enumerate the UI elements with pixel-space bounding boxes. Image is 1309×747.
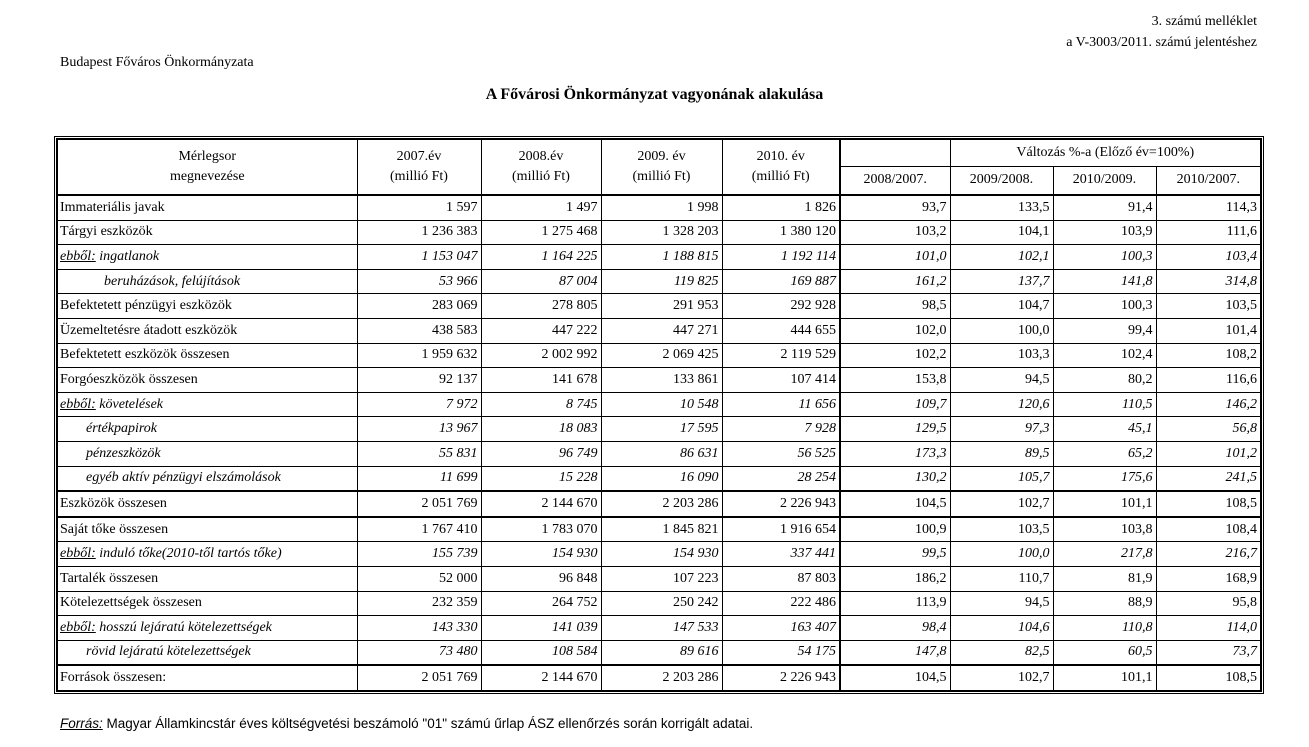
change-cell: 104,1: [950, 220, 1053, 245]
change-cell: 101,4: [1156, 318, 1261, 343]
value-cell: 1 767 410: [357, 517, 481, 542]
change-cell: 100,0: [950, 542, 1053, 567]
value-cell: 96 749: [481, 441, 601, 466]
unit-label: (millió Ft): [751, 169, 810, 184]
value-cell: 55 831: [357, 441, 481, 466]
row-label-text: Kötelezettségek összesen: [60, 595, 202, 611]
value-cell: 7 928: [722, 417, 840, 442]
table-row: [57, 195, 1261, 220]
row-label: [57, 591, 357, 616]
annex-report-ref: a V-3003/2011. számú jelentéshez: [1066, 35, 1257, 50]
annex-number: 3. számú melléklet: [1151, 14, 1257, 29]
unit-label: (millió Ft): [632, 169, 691, 184]
change-cell: 104,5: [840, 491, 950, 517]
value-cell: 73 480: [357, 640, 481, 665]
value-cell: 15 228: [481, 466, 601, 491]
change-cell: 94,5: [950, 368, 1053, 393]
header-label-line2: megnevezése: [169, 169, 245, 184]
value-cell: 163 407: [722, 616, 840, 641]
change-cell: 186,2: [840, 566, 950, 591]
organization-name: Budapest Főváros Önkormányzata: [60, 55, 254, 70]
year-label: 2010. év: [756, 149, 805, 164]
table-row: [57, 542, 1261, 567]
change-cell: 113,9: [840, 591, 950, 616]
header-change-group: Változás %-a (Előző év=100%): [950, 139, 1261, 166]
change-cell: 98,4: [840, 616, 950, 641]
table-row: [57, 665, 1261, 691]
table-row: [57, 466, 1261, 491]
value-cell: 1 998: [601, 195, 722, 220]
value-cell: 250 242: [601, 591, 722, 616]
change-cell: 81,9: [1053, 566, 1156, 591]
change-cell: 114,3: [1156, 195, 1261, 220]
value-cell: 438 583: [357, 318, 481, 343]
value-cell: 96 848: [481, 566, 601, 591]
row-label: [57, 245, 357, 270]
change-cell: 137,7: [950, 269, 1053, 294]
change-cell: 101,0: [840, 245, 950, 270]
value-cell: 7 972: [357, 392, 481, 417]
value-cell: 2 069 425: [601, 343, 722, 368]
change-cell: 102,2: [840, 343, 950, 368]
value-cell: 52 000: [357, 566, 481, 591]
table-row: [57, 392, 1261, 417]
change-cell: 94,5: [950, 591, 1053, 616]
table-row: [57, 245, 1261, 270]
change-cell: 103,2: [840, 220, 950, 245]
table-row: [57, 294, 1261, 319]
change-cell: 110,5: [1053, 392, 1156, 417]
value-cell: 444 655: [722, 318, 840, 343]
table-row: [57, 491, 1261, 517]
table-row: [57, 417, 1261, 442]
change-cell: 147,8: [840, 640, 950, 665]
value-cell: 107 223: [601, 566, 722, 591]
row-label-text: hosszú lejáratú kötelezettségek: [95, 619, 272, 635]
value-cell: 1 153 047: [357, 245, 481, 270]
row-label-text: Forgóeszközök összesen: [60, 371, 198, 387]
value-cell: 2 144 670: [481, 665, 601, 691]
header-change-2010-2007: 2010/2007.: [1156, 166, 1261, 195]
row-label-text: követelések: [95, 396, 163, 412]
change-cell: 103,5: [1156, 294, 1261, 319]
value-cell: 1 916 654: [722, 517, 840, 542]
row-label-text: Eszközök összesen: [60, 495, 167, 511]
change-cell: 101,1: [1053, 665, 1156, 691]
change-cell: 114,0: [1156, 616, 1261, 641]
row-label-text: pénzeszközök: [86, 445, 161, 461]
change-cell: 102,0: [840, 318, 950, 343]
change-cell: 120,6: [950, 392, 1053, 417]
value-cell: 18 083: [481, 417, 601, 442]
change-cell: 93,7: [840, 195, 950, 220]
change-cell: 173,3: [840, 441, 950, 466]
value-cell: 1 845 821: [601, 517, 722, 542]
row-label-text: Befektetett pénzügyi eszközök: [60, 298, 232, 314]
change-cell: 130,2: [840, 466, 950, 491]
value-cell: 154 930: [481, 542, 601, 567]
change-cell: 103,5: [950, 517, 1053, 542]
header-change-2008-2007: 2008/2007.: [840, 166, 950, 195]
row-label: [57, 616, 357, 641]
header-year-2007: [357, 139, 481, 195]
value-cell: 2 226 943: [722, 491, 840, 517]
change-cell: 80,2: [1053, 368, 1156, 393]
row-label: [57, 220, 357, 245]
row-label-text: értékpapirok: [86, 421, 158, 437]
row-label-text: beruházások, felújítások: [104, 273, 241, 289]
row-label: [57, 566, 357, 591]
value-cell: 154 930: [601, 542, 722, 567]
unit-label: (millió Ft): [512, 169, 570, 184]
change-cell: 56,8: [1156, 417, 1261, 442]
table-row: [57, 368, 1261, 393]
value-cell: 283 069: [357, 294, 481, 319]
value-cell: 16 090: [601, 466, 722, 491]
header-change-2009-2008: 2009/2008.: [950, 166, 1053, 195]
change-cell: 161,2: [840, 269, 950, 294]
change-cell: 168,9: [1156, 566, 1261, 591]
value-cell: 447 222: [481, 318, 601, 343]
page-title: A Fővárosi Önkormányzat vagyonának alakulása: [485, 86, 824, 103]
change-cell: 102,1: [950, 245, 1053, 270]
source-note: [60, 716, 753, 731]
row-prefix: ebből:: [60, 619, 96, 635]
row-label: [57, 368, 357, 393]
value-cell: 147 533: [601, 616, 722, 641]
value-cell: 11 699: [357, 466, 481, 491]
change-cell: 175,6: [1053, 466, 1156, 491]
value-cell: 10 548: [601, 392, 722, 417]
row-label: [57, 517, 357, 542]
change-cell: 129,5: [840, 417, 950, 442]
row-label: [57, 392, 357, 417]
value-cell: 278 805: [481, 294, 601, 319]
value-cell: 133 861: [601, 368, 722, 393]
row-label: [57, 441, 357, 466]
change-cell: 111,6: [1156, 220, 1261, 245]
value-cell: 291 953: [601, 294, 722, 319]
row-label: [57, 542, 357, 567]
value-cell: 2 226 943: [722, 665, 840, 691]
value-cell: 11 656: [722, 392, 840, 417]
value-cell: 155 739: [357, 542, 481, 567]
change-cell: 241,5: [1156, 466, 1261, 491]
header-year-2010: [722, 139, 840, 195]
value-cell: 2 203 286: [601, 491, 722, 517]
value-cell: 87 004: [481, 269, 601, 294]
value-cell: 92 137: [357, 368, 481, 393]
row-label-text: egyéb aktív pénzügyi elszámolások: [86, 470, 281, 486]
change-cell: 105,7: [950, 466, 1053, 491]
row-label: [57, 417, 357, 442]
table-row: [57, 566, 1261, 591]
value-cell: 54 175: [722, 640, 840, 665]
value-cell: 141 039: [481, 616, 601, 641]
change-cell: 216,7: [1156, 542, 1261, 567]
change-cell: 91,4: [1053, 195, 1156, 220]
value-cell: 222 486: [722, 591, 840, 616]
row-label-text: ingatlanok: [95, 248, 160, 264]
value-cell: 292 928: [722, 294, 840, 319]
value-cell: 13 967: [357, 417, 481, 442]
value-cell: 2 119 529: [722, 343, 840, 368]
value-cell: 2 144 670: [481, 491, 601, 517]
change-cell: 103,3: [950, 343, 1053, 368]
change-cell: 89,5: [950, 441, 1053, 466]
value-cell: 169 887: [722, 269, 840, 294]
header-label-line1: Mérlegsor: [178, 149, 237, 164]
change-cell: 102,4: [1053, 343, 1156, 368]
table-row: [57, 640, 1261, 665]
change-cell: 104,6: [950, 616, 1053, 641]
header-blank: [840, 139, 950, 166]
change-cell: 141,8: [1053, 269, 1156, 294]
year-label: 2007.év: [396, 149, 442, 164]
value-cell: 141 678: [481, 368, 601, 393]
value-cell: 1 959 632: [357, 343, 481, 368]
change-cell: 100,0: [950, 318, 1053, 343]
table-row: [57, 441, 1261, 466]
row-prefix: ebből:: [60, 546, 96, 562]
row-label-text: Üzemeltetésre átadott eszközök: [60, 322, 238, 338]
change-cell: 108,4: [1156, 517, 1261, 542]
change-cell: 110,7: [950, 566, 1053, 591]
row-label-text: Tartalék összesen: [60, 570, 159, 586]
change-cell: 217,8: [1053, 542, 1156, 567]
change-cell: 104,5: [840, 665, 950, 691]
row-label-text: induló tőke(2010-től tartós tőke): [95, 546, 282, 562]
row-label-text: Saját tőke összesen: [60, 521, 169, 537]
change-cell: 102,7: [950, 665, 1053, 691]
value-cell: 1 597: [357, 195, 481, 220]
change-cell: 146,2: [1156, 392, 1261, 417]
value-cell: 1 497: [481, 195, 601, 220]
year-label: 2008.év: [518, 149, 564, 164]
change-cell: 103,8: [1053, 517, 1156, 542]
value-cell: 119 825: [601, 269, 722, 294]
value-cell: 2 203 286: [601, 665, 722, 691]
value-cell: 17 595: [601, 417, 722, 442]
row-label: [57, 195, 357, 220]
header-year-2009: [601, 139, 722, 195]
value-cell: 2 002 992: [481, 343, 601, 368]
change-cell: 65,2: [1053, 441, 1156, 466]
value-cell: 232 359: [357, 591, 481, 616]
change-cell: 104,7: [950, 294, 1053, 319]
table-row: [57, 318, 1261, 343]
change-cell: 108,5: [1156, 665, 1261, 691]
change-cell: 153,8: [840, 368, 950, 393]
change-cell: 99,4: [1053, 318, 1156, 343]
value-cell: 1 236 383: [357, 220, 481, 245]
change-cell: 100,3: [1053, 245, 1156, 270]
change-cell: 108,2: [1156, 343, 1261, 368]
row-label: [57, 491, 357, 517]
table-row: [57, 616, 1261, 641]
value-cell: 86 631: [601, 441, 722, 466]
table-row: [57, 343, 1261, 368]
value-cell: 1 328 203: [601, 220, 722, 245]
change-cell: 108,5: [1156, 491, 1261, 517]
change-cell: 82,5: [950, 640, 1053, 665]
change-cell: 133,5: [950, 195, 1053, 220]
year-label: 2009. év: [637, 149, 686, 164]
change-cell: 116,6: [1156, 368, 1261, 393]
row-prefix: ebből:: [60, 248, 96, 264]
header-year-2008: [481, 139, 601, 195]
change-cell: 45,1: [1053, 417, 1156, 442]
value-cell: 1 380 120: [722, 220, 840, 245]
value-cell: 1 275 468: [481, 220, 601, 245]
change-cell: 73,7: [1156, 640, 1261, 665]
change-cell: 103,4: [1156, 245, 1261, 270]
value-cell: 108 584: [481, 640, 601, 665]
change-cell: 103,9: [1053, 220, 1156, 245]
value-cell: 1 188 815: [601, 245, 722, 270]
row-label-text: Befektetett eszközök összesen: [60, 347, 230, 363]
row-label: [57, 343, 357, 368]
change-cell: 88,9: [1053, 591, 1156, 616]
row-label-text: rövid lejáratú kötelezettségek: [86, 644, 251, 660]
value-cell: 143 330: [357, 616, 481, 641]
change-cell: 95,8: [1156, 591, 1261, 616]
row-label: [57, 294, 357, 319]
change-cell: 314,8: [1156, 269, 1261, 294]
value-cell: 56 525: [722, 441, 840, 466]
row-label-text: Források összesen:: [60, 670, 167, 686]
value-cell: 1 192 114: [722, 245, 840, 270]
source-label: Forrás:: [60, 716, 103, 731]
row-label: [57, 269, 357, 294]
value-cell: 447 271: [601, 318, 722, 343]
value-cell: 8 745: [481, 392, 601, 417]
value-cell: 337 441: [722, 542, 840, 567]
change-cell: 101,1: [1053, 491, 1156, 517]
row-label-text: Tárgyi eszközök: [60, 224, 153, 240]
change-cell: 101,2: [1156, 441, 1261, 466]
value-cell: 107 414: [722, 368, 840, 393]
value-cell: 264 752: [481, 591, 601, 616]
value-cell: 1 164 225: [481, 245, 601, 270]
value-cell: 1 826: [722, 195, 840, 220]
header-label-col: [57, 139, 357, 195]
change-cell: 100,3: [1053, 294, 1156, 319]
change-cell: 98,5: [840, 294, 950, 319]
row-label: [57, 640, 357, 665]
row-label: [57, 665, 357, 691]
assets-table: [56, 138, 1262, 692]
row-prefix: ebből:: [60, 396, 96, 412]
table-row: [57, 517, 1261, 542]
change-cell: 109,7: [840, 392, 950, 417]
row-label: [57, 466, 357, 491]
change-cell: 110,8: [1053, 616, 1156, 641]
source-text: Magyar Államkincstár éves költségvetési beszámoló "01" számú űrlap ÁSZ ellenőrzés során korrigált adatai.: [102, 716, 754, 731]
row-label: [57, 318, 357, 343]
change-cell: 100,9: [840, 517, 950, 542]
value-cell: 1 783 070: [481, 517, 601, 542]
unit-label: (millió Ft): [390, 169, 448, 184]
value-cell: 28 254: [722, 466, 840, 491]
value-cell: 89 616: [601, 640, 722, 665]
change-cell: 60,5: [1053, 640, 1156, 665]
table-row: [57, 220, 1261, 245]
value-cell: 2 051 769: [357, 491, 481, 517]
change-cell: 97,3: [950, 417, 1053, 442]
table-row: [57, 591, 1261, 616]
row-label-text: Immateriális javak: [60, 199, 165, 215]
value-cell: 87 803: [722, 566, 840, 591]
value-cell: 2 051 769: [357, 665, 481, 691]
change-cell: 99,5: [840, 542, 950, 567]
header-change-2010-2009: 2010/2009.: [1053, 166, 1156, 195]
table-row: [57, 269, 1261, 294]
value-cell: 53 966: [357, 269, 481, 294]
change-cell: 102,7: [950, 491, 1053, 517]
